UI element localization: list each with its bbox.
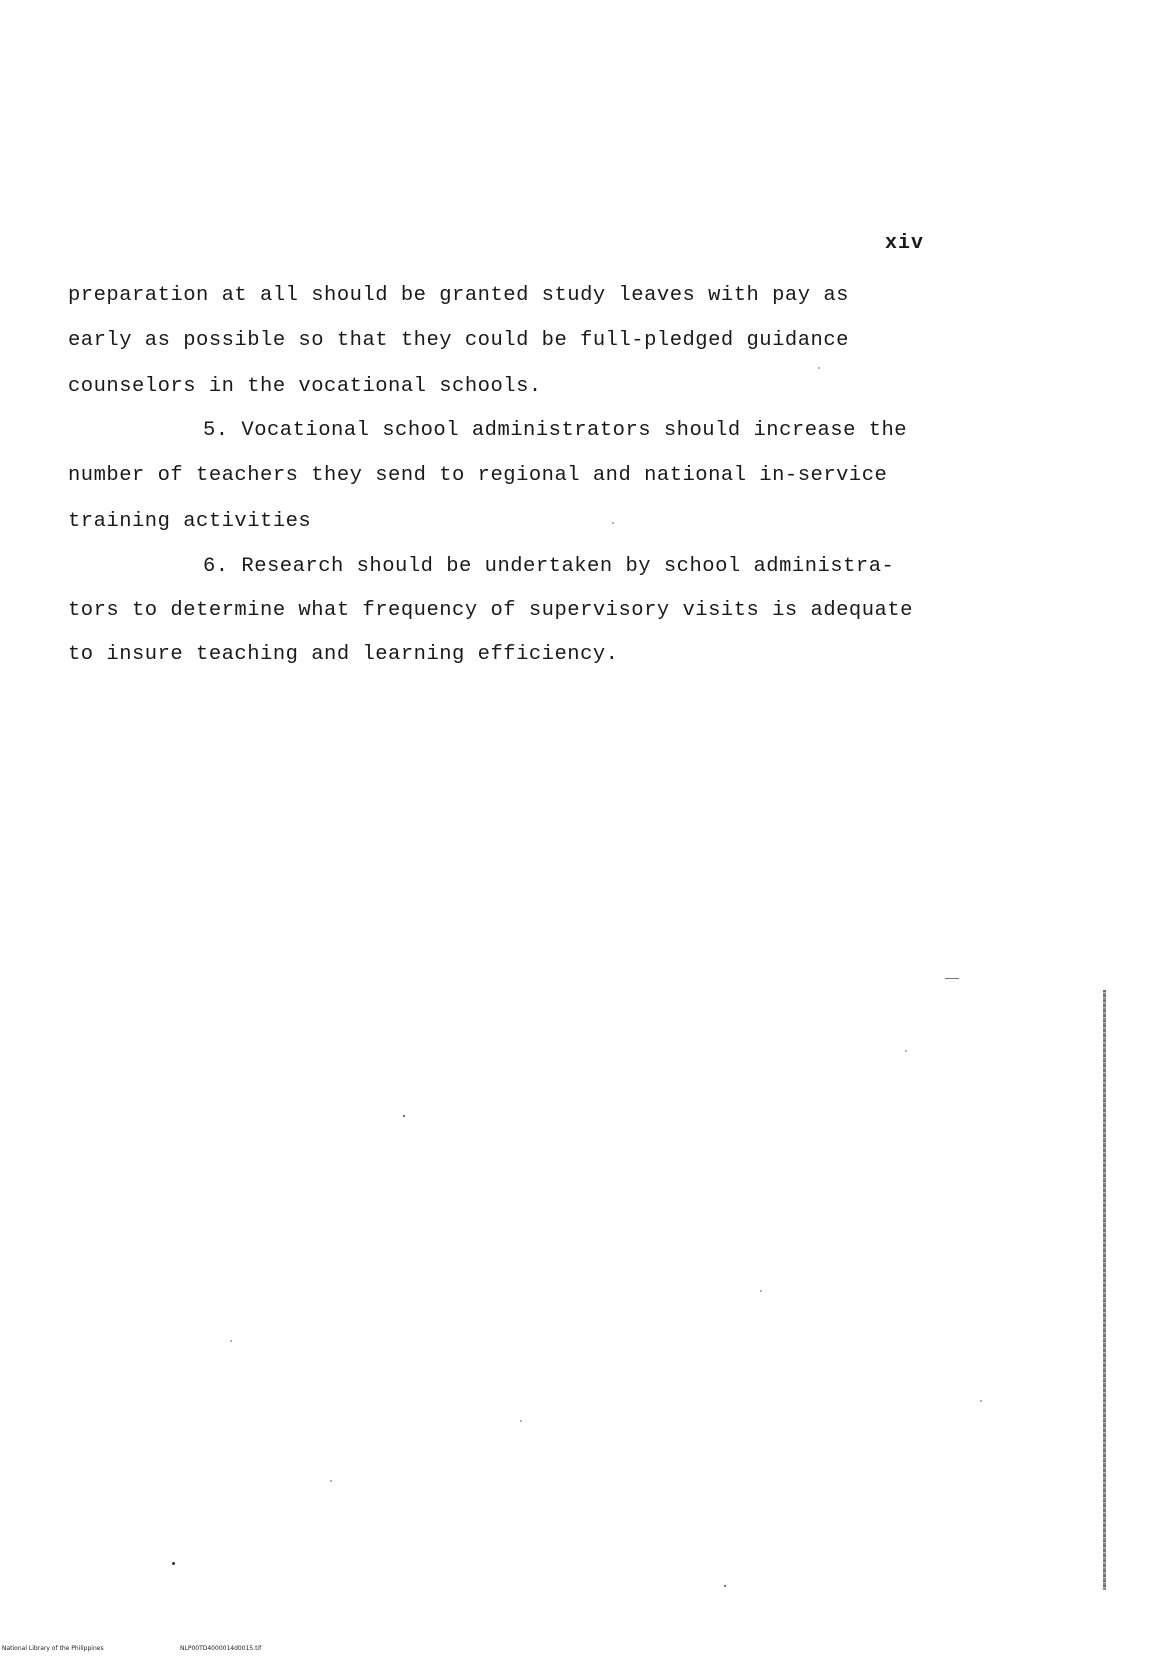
item-5-line-3: training activities [68, 510, 312, 533]
body-line-1: preparation at all should be granted study leaves with pay as [68, 284, 849, 307]
body-line-3: counselors in the vocational schools. [68, 375, 542, 398]
item-6-line-2: tors to determine what frequency of supervisory visits is adequate [68, 599, 913, 622]
body-line-2: early as possible so that they could be full-pledged guidance [68, 329, 849, 352]
item-5-line-1: 5. Vocational school administrators should increase the [203, 419, 908, 442]
item-6-line-3: to insure teaching and learning efficiency. [68, 643, 619, 666]
scan-margin-bar [1103, 990, 1106, 1590]
item-5-line-2: number of teachers they send to regional and national in-service [68, 464, 888, 487]
footer-library-name: National Library of the Philippines [2, 1645, 104, 1652]
page-number: xiv [885, 232, 925, 255]
item-6-line-1: 6. Research should be undertaken by school administra- [203, 555, 895, 578]
footer-file-id: NLP00TD4000014d0015.tif [180, 1645, 262, 1652]
